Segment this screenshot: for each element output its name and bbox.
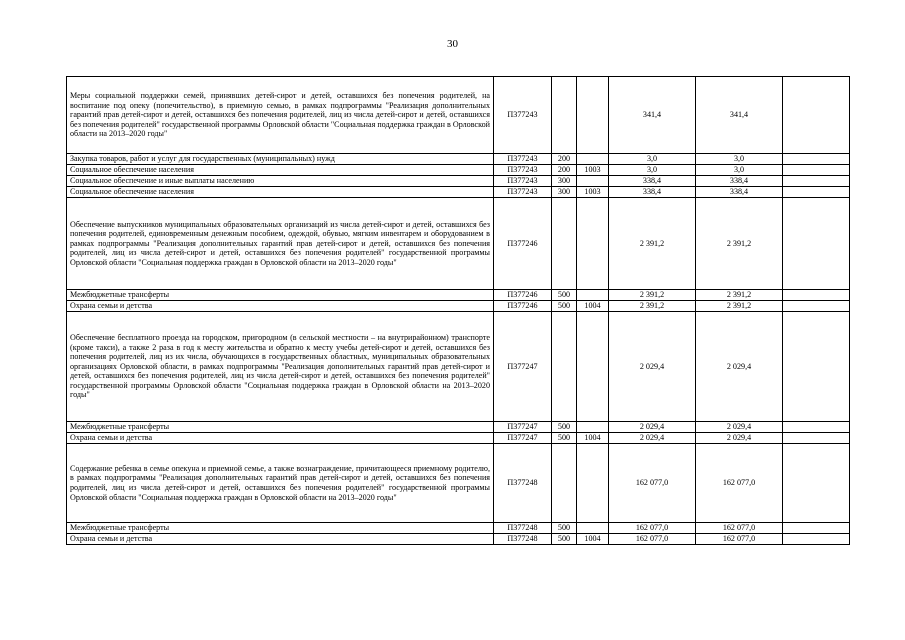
cell-amount-1: 341,4 [609,77,696,154]
cell-amount-2: 162 077,0 [696,523,783,534]
cell-section-code: 1003 [577,187,609,198]
budget-table [66,76,850,545]
cell-amount-3 [783,165,850,176]
cell-amount-1: 2 029,4 [609,422,696,433]
cell-amount-2: 162 077,0 [696,444,783,523]
cell-section-code [577,312,609,422]
cell-target-code: П377243 [494,176,552,187]
cell-amount-2: 2 029,4 [696,312,783,422]
cell-section-code [577,176,609,187]
cell-amount-2: 3,0 [696,154,783,165]
cell-description: Охрана семьи и детства [67,534,494,545]
cell-section-code [577,198,609,290]
cell-section-code: 1004 [577,534,609,545]
cell-section-code [577,154,609,165]
cell-amount-2: 338,4 [696,187,783,198]
cell-target-code: П377246 [494,198,552,290]
cell-target-code: П377243 [494,187,552,198]
table-row [67,433,850,444]
table-row [67,444,850,523]
cell-amount-2: 3,0 [696,165,783,176]
cell-amount-3 [783,534,850,545]
cell-target-code: П377247 [494,433,552,444]
cell-description: Межбюджетные трансферты [67,523,494,534]
cell-amount-3 [783,312,850,422]
cell-expense-type [552,312,577,422]
table-row [67,176,850,187]
cell-target-code: П377247 [494,422,552,433]
cell-amount-3 [783,433,850,444]
cell-amount-2: 2 029,4 [696,433,783,444]
table-row [67,301,850,312]
cell-amount-1: 162 077,0 [609,534,696,545]
table-row [67,312,850,422]
cell-amount-2: 162 077,0 [696,534,783,545]
cell-description: Меры социальной поддержки семей, принявших детей-сирот и детей, оставшихся без попечения родителей, на воспитание под опеку (попечительство), в приемную семью, в рамках подпрограммы "Реализация дополнительных гарантий прав детей-сирот и детей, оставшихся без попечения родителей, лиц из числа детей-сирот и детей, оставшихся без попечения родителей" государственной программы Орловской области "Социальная поддержка граждан в Орловской области на 2013–2020 годы" [67,77,494,154]
cell-amount-1: 338,4 [609,176,696,187]
cell-description: Охрана семьи и детства [67,433,494,444]
cell-amount-3 [783,301,850,312]
table-row [67,422,850,433]
cell-amount-1: 3,0 [609,165,696,176]
cell-amount-3 [783,290,850,301]
cell-description: Социальное обеспечение и иные выплаты населению [67,176,494,187]
table-row [67,534,850,545]
table-row [67,154,850,165]
cell-expense-type: 500 [552,534,577,545]
cell-amount-3 [783,187,850,198]
cell-expense-type: 300 [552,176,577,187]
cell-target-code: П377248 [494,523,552,534]
cell-amount-2: 2 391,2 [696,290,783,301]
cell-target-code: П377246 [494,301,552,312]
cell-amount-3 [783,523,850,534]
table-row [67,523,850,534]
page-number: 30 [447,38,458,50]
cell-target-code: П377243 [494,165,552,176]
cell-expense-type [552,77,577,154]
cell-amount-2: 2 391,2 [696,301,783,312]
cell-description: Охрана семьи и детства [67,301,494,312]
cell-description: Обеспечение выпускников муниципальных образовательных организаций из числа детей-сирот и детей, оставшихся без попечения родителей, единовременным денежным пособием, одеждой, обувью, мягким инвентарем и оборудованием в рамках подпрограммы "Реализация дополнительных гарантий прав детей-сирот и детей, оставшихся без попечения родителей, лиц из числа детей-сирот и детей, оставшихся без попечения родителей" государственной программы Орловской области "Социальная поддержка граждан в Орловской области на 2013–2020 годы" [67,198,494,290]
cell-amount-1: 3,0 [609,154,696,165]
cell-section-code [577,523,609,534]
cell-section-code [577,444,609,523]
cell-amount-1: 2 391,2 [609,198,696,290]
cell-expense-type: 500 [552,301,577,312]
cell-amount-1: 162 077,0 [609,444,696,523]
cell-expense-type [552,198,577,290]
cell-expense-type: 200 [552,165,577,176]
cell-target-code: П377243 [494,154,552,165]
table-row [67,77,850,154]
cell-description: Межбюджетные трансферты [67,422,494,433]
table-row [67,290,850,301]
table-row [67,187,850,198]
cell-amount-3 [783,176,850,187]
cell-expense-type: 500 [552,433,577,444]
cell-amount-1: 2 029,4 [609,433,696,444]
cell-section-code [577,422,609,433]
cell-description: Социальное обеспечение населения [67,165,494,176]
cell-amount-1: 338,4 [609,187,696,198]
cell-expense-type [552,444,577,523]
cell-amount-2: 2 029,4 [696,422,783,433]
cell-description: Обеспечение бесплатного проезда на городском, пригородном (в сельской местности – на внутрирайонном) транспорте (кроме такси), а также 2 раза в год к месту жительства и обратно к месту учебы детей-сирот и детей, оставшихся без попечения родителей, лиц из их числа, обучающихся в государственных областных, муниципальных образовательных организациях Орловской области, в рамках подпрограммы "Реализация дополнительных гарантий прав детей-сирот и детей, оставшихся без попечения родителей, лиц из числа детей-сирот и детей, оставшихся без попечения родителей" государственной программы Орловской области "Социальная поддержка граждан в Орловской области на 2013–2020 годы" [67,312,494,422]
cell-amount-1: 2 029,4 [609,312,696,422]
cell-expense-type: 200 [552,154,577,165]
cell-amount-3 [783,444,850,523]
cell-description: Межбюджетные трансферты [67,290,494,301]
cell-amount-3 [783,422,850,433]
cell-description: Закупка товаров, работ и услуг для государственных (муниципальных) нужд [67,154,494,165]
cell-amount-1: 162 077,0 [609,523,696,534]
cell-expense-type: 500 [552,523,577,534]
cell-amount-1: 2 391,2 [609,290,696,301]
cell-section-code: 1004 [577,301,609,312]
cell-amount-3 [783,77,850,154]
cell-target-code: П377248 [494,444,552,523]
cell-amount-3 [783,198,850,290]
cell-amount-1: 2 391,2 [609,301,696,312]
table-row [67,165,850,176]
cell-section-code [577,290,609,301]
cell-description: Содержание ребенка в семье опекуна и приемной семье, а также вознаграждение, причитающееся приемному родителю, в рамках подпрограммы "Реализация дополнительных гарантий прав детей-сирот и детей, оставшихся без попечения родителей, лиц из числа детей-сирот и детей, оставшихся без попечения родителей" государственной программы Орловской области "Социальная поддержка граждан в Орловской области на 2013–2020 годы" [67,444,494,523]
cell-expense-type: 300 [552,187,577,198]
cell-description: Социальное обеспечение населения [67,187,494,198]
cell-target-code: П377248 [494,534,552,545]
cell-section-code: 1004 [577,433,609,444]
cell-amount-3 [783,154,850,165]
cell-expense-type: 500 [552,422,577,433]
cell-amount-2: 341,4 [696,77,783,154]
cell-expense-type: 500 [552,290,577,301]
cell-amount-2: 338,4 [696,176,783,187]
table-row [67,198,850,290]
cell-target-code: П377246 [494,290,552,301]
cell-target-code: П377243 [494,77,552,154]
cell-section-code [577,77,609,154]
cell-target-code: П377247 [494,312,552,422]
cell-amount-2: 2 391,2 [696,198,783,290]
cell-section-code: 1003 [577,165,609,176]
